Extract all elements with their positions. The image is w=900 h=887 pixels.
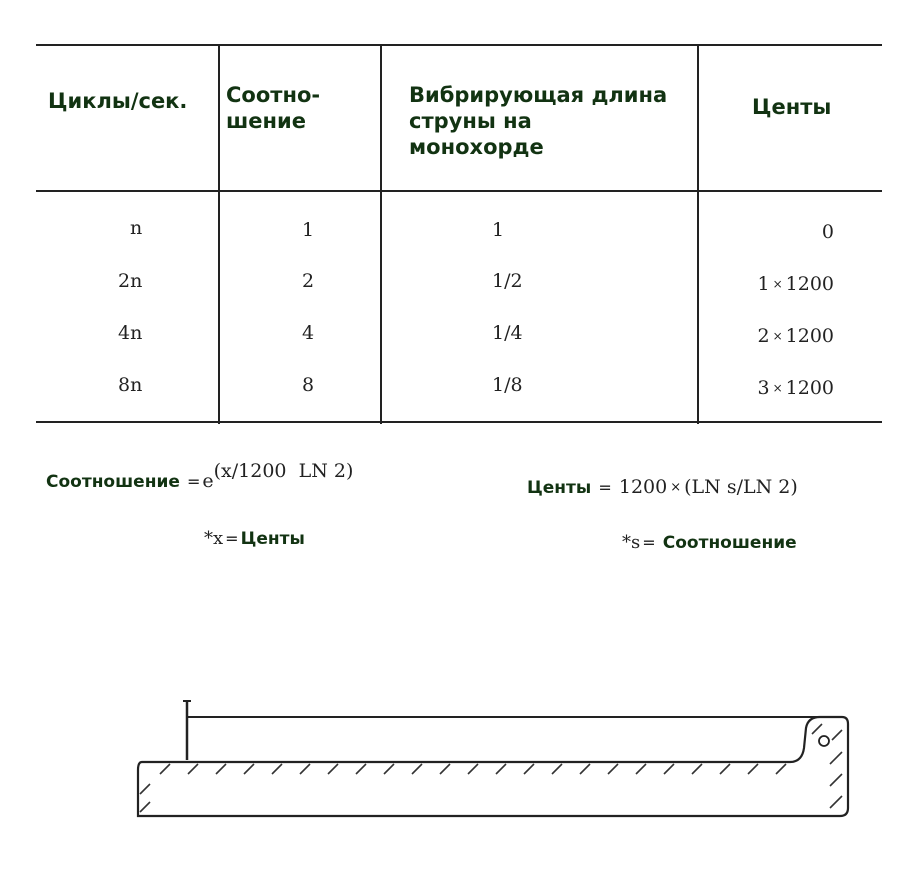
ratio-formula [46, 460, 354, 492]
header-length-line: Вибрирующая длина [409, 83, 668, 107]
equals-sign: = [642, 533, 656, 552]
cell-cents [757, 324, 834, 348]
column-divider [380, 44, 382, 424]
header-freq-line: Циклы/сек. [48, 89, 188, 113]
equals-sign: = [186, 472, 201, 491]
cents-value: 0 [821, 221, 834, 243]
multiply-sign: × [772, 329, 783, 343]
note-text: Центы [240, 529, 305, 549]
hatch-left [140, 784, 150, 812]
header-freq [48, 88, 187, 114]
header-ratio-line: Соотно- [226, 83, 321, 107]
multiply-sign: × [772, 381, 783, 395]
cell-length: 1 [492, 219, 505, 241]
cell-ratio: 2 [302, 270, 315, 292]
ratio-formula-note [204, 528, 305, 549]
note-variable: *s [622, 532, 641, 553]
note-text: Соотношение [662, 533, 797, 553]
cents-formula-note [622, 532, 797, 553]
cents-factor: 1 [757, 273, 770, 295]
table-header-rule [36, 190, 882, 192]
header-length [409, 82, 667, 160]
cell-freq: n [130, 217, 143, 239]
header-length-line: монохорде [409, 135, 544, 159]
tuning-peg [819, 736, 829, 746]
column-divider [697, 44, 699, 424]
cell-cents [757, 272, 834, 296]
equals-sign: = [225, 529, 239, 548]
cell-freq: 4n [118, 322, 143, 344]
cell-length: 1/4 [492, 322, 523, 344]
cents-factor: 2 [757, 325, 770, 347]
table-top-rule [36, 44, 882, 46]
monochord-drawing [130, 690, 860, 825]
cell-ratio: 8 [302, 374, 315, 396]
monochord-body [138, 717, 848, 816]
cell-ratio: 1 [302, 219, 315, 241]
header-cents-line: Центы [752, 95, 832, 119]
table-bottom-rule [36, 421, 882, 423]
cell-ratio: 4 [302, 322, 315, 344]
header-cents [752, 94, 831, 120]
formula-label: Центы [527, 478, 592, 498]
note-variable: *x [204, 528, 224, 549]
cell-cents [822, 220, 834, 244]
cents-value: 1200 [785, 325, 834, 347]
formula-exponent: (x/1200 LN 2) [213, 460, 354, 482]
formula-base: e [202, 470, 214, 492]
formula-term: (LN s/LN 2) [684, 476, 798, 498]
cell-length: 1/8 [492, 374, 523, 396]
cents-factor: 3 [757, 377, 770, 399]
cell-length: 1/2 [492, 270, 523, 292]
header-length-line: струны на [409, 109, 532, 133]
hatch-top [160, 764, 786, 774]
cell-cents [757, 376, 834, 400]
cents-value: 1200 [785, 273, 834, 295]
equals-sign: = [598, 478, 612, 497]
column-divider [218, 44, 220, 424]
cell-freq: 8n [118, 374, 143, 396]
formula-label: Соотношение [46, 472, 180, 492]
cents-value: 1200 [785, 377, 834, 399]
multiply-sign: × [772, 277, 783, 291]
intervals-table [36, 44, 882, 424]
formula-term: 1200 [618, 476, 668, 498]
header-ratio-line: шение [226, 109, 307, 133]
header-ratio [226, 82, 320, 134]
cell-freq: 2n [118, 270, 143, 292]
multiply-sign: × [670, 480, 682, 495]
cents-formula [527, 476, 798, 498]
